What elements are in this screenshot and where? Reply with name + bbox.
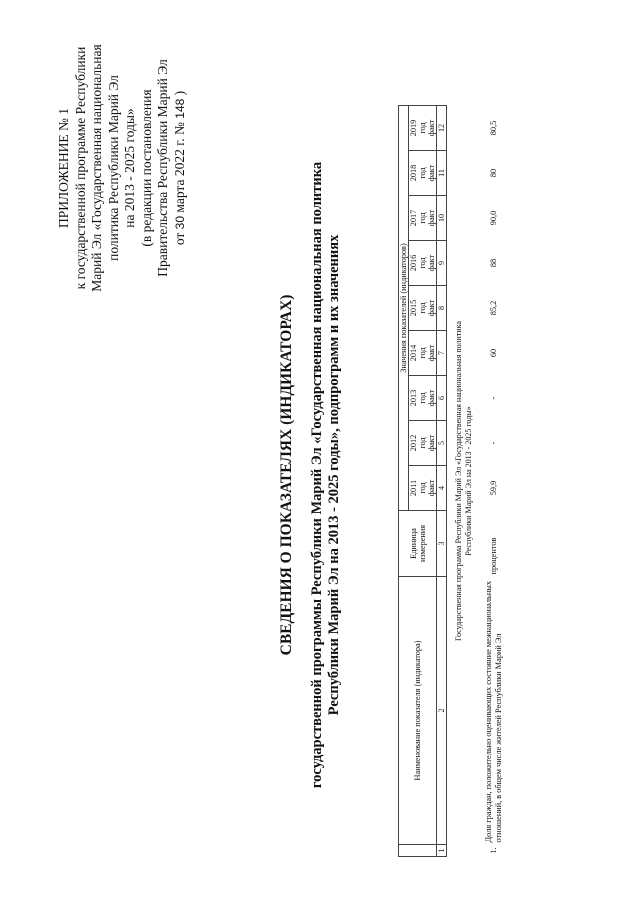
appendix-line: политика Республики Марий Эл xyxy=(105,75,121,261)
program-line-2: Республики Марий Эл на 2013 - 2025 годы» xyxy=(463,406,473,556)
decree-number: 148 xyxy=(172,98,187,119)
column-numbers-row xyxy=(437,106,447,857)
title-heading: СВЕДЕНИЯ О ПОКАЗАТЕЛЯХ (ИНДИКАТОРАХ) xyxy=(278,294,295,656)
year-header: 2014 год факт xyxy=(409,331,437,376)
year-header: 2012 год факт xyxy=(409,421,437,466)
column-number: 7 xyxy=(437,331,447,376)
row-number: 1. xyxy=(489,847,498,854)
year-header: 2016 год факт xyxy=(409,241,437,286)
year-header: 2017 год факт xyxy=(409,196,437,241)
appendix-date-line xyxy=(172,43,189,293)
column-number: 9 xyxy=(437,241,447,286)
column-number: 2 xyxy=(437,577,447,845)
header-values: Значения показателей (индикаторов) xyxy=(399,106,409,511)
year-header: 2013 год факт xyxy=(409,376,437,421)
header-unit: Единица измерения xyxy=(399,511,437,577)
program-line-1: Государственная программа Республики Марий Эл «Государственная национальная политика xyxy=(453,321,463,641)
date-day: 30 xyxy=(172,215,187,230)
indicator-value: 59,9 xyxy=(489,480,498,496)
indicator-value: - xyxy=(489,441,498,445)
indicator-value: 85,2 xyxy=(489,300,498,316)
appendix-line: ПРИЛОЖЕНИЕ № 1 xyxy=(56,107,71,229)
column-number: 12 xyxy=(437,106,447,151)
date-suffix: ) xyxy=(171,90,187,96)
title-line-1: государственной программы Республики Марий Эл «Государственная национальная политика xyxy=(309,161,325,789)
indicator-unit: процентов xyxy=(489,537,498,575)
header-num-cell xyxy=(399,845,437,857)
document-title xyxy=(278,145,343,805)
table-row xyxy=(481,106,507,857)
indicators-table xyxy=(398,105,507,857)
header-name: Наименование показателя (индикатора) xyxy=(399,577,437,845)
program-section-title xyxy=(447,106,481,857)
indicator-value: 88 xyxy=(489,258,498,268)
date-prefix: от xyxy=(171,232,187,246)
year-header: 2019 год факт xyxy=(409,106,437,151)
appendix-line: к государственной программе Республики xyxy=(72,46,88,290)
appendix-line: (в редакции постановления xyxy=(138,89,154,247)
program-section-row xyxy=(447,106,481,857)
year-header: 2018 год факт xyxy=(409,151,437,196)
column-number: 1 xyxy=(437,845,447,857)
appendix-line: Правительства Республики Марий Эл xyxy=(155,59,170,277)
year-header: 2011 год факт xyxy=(409,466,437,511)
appendix-block xyxy=(56,43,188,293)
appendix-line: на 2013 - 2025 годы» xyxy=(122,108,137,228)
column-number: 5 xyxy=(437,421,447,466)
column-number: 10 xyxy=(437,196,447,241)
appendix-line: Марий Эл «Государственная национальная xyxy=(89,44,104,292)
indicator-value: 80,5 xyxy=(489,120,498,136)
column-number: 4 xyxy=(437,466,447,511)
year-header: 2015 год факт xyxy=(409,286,437,331)
column-number: 11 xyxy=(437,151,447,196)
indicator-value: 60 xyxy=(489,348,498,358)
title-line-2: Республики Марий Эл на 2013 - 2025 годы», подпрограмм и их значениях xyxy=(326,234,342,716)
header-row-top xyxy=(399,106,409,857)
column-number: 3 xyxy=(437,511,447,577)
indicator-name: Доля граждан, положительно оценивающих состояние межнациональных отношений, в общем числе жителей Республики Марий Эл xyxy=(484,581,503,843)
column-number: 6 xyxy=(437,376,447,421)
indicator-value: - xyxy=(489,396,498,400)
date-rest: марта 2022 г. № xyxy=(171,122,187,213)
indicator-value: 80 xyxy=(489,168,498,178)
indicator-value: 90,0 xyxy=(489,210,498,226)
column-number: 8 xyxy=(437,286,447,331)
